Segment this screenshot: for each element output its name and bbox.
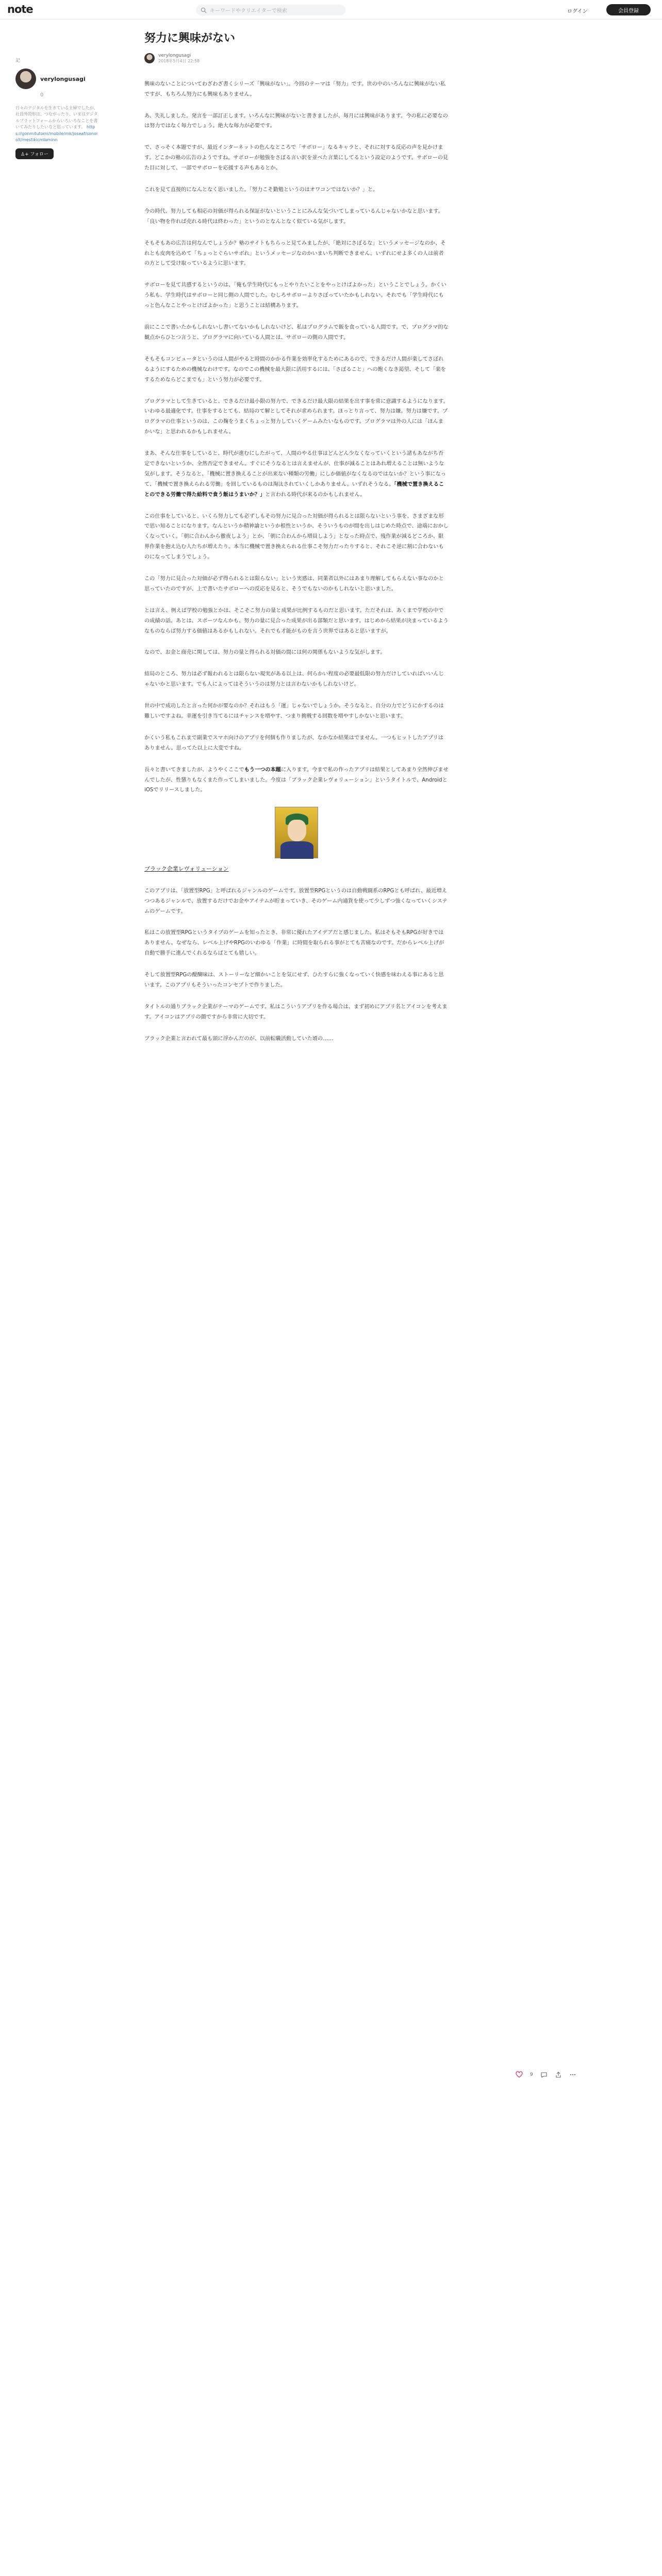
article-body [144,79,449,1044]
paragraph [144,449,449,500]
publish-date: 2018年5月4日 22:58 [158,58,200,63]
character-suit [280,841,313,859]
paragraph: サボローを見て共感するというのは、「俺も学生時代にもっとやりたいことをやっとけばよかった」ということでしょう。かくいう私も、学生時代はサボローと同じ側の人間でした。むしろサボローよりさぼっていたかもしれない。それでも「学生時代にもっと色んなことやっとけばよかった」と思うことは結構あります。 [144,282,446,309]
article-title: 努力に興味がない [144,32,236,45]
paragraph: そもそもあの広告は何なんでしょうか？塾のサイトもちらっと見てみましたが、「絶対にさぼるな」というメッセージなのか、それとも皮肉を込めて「ちょっとぐらいサボれ」というメッセージなのかいまいち判断できません。いずれにせよ多くの人は前者の方として受け取っているように思います。 [144,240,446,267]
follow-icon: ♙+ [21,152,30,158]
paragraph-text: 長々と書いてきましたが、ようやくここで [144,767,244,773]
paragraph-text: まあ、そんな仕事をしていると、時代が進むにしたがって、人間のやる仕事はどんどん少なくなっていくという諸もあながち否定できないというか、全然否定できません。すぐにそうなるとは言えませんが、仕事が減ることはあれ増えることは無いような気がします。そうなると、「機械に置き換えることが出来ない種類の労働」にしか価値がなくなるのではないか？という事になって、「機械で置き換えられる労働」を回しているものは淘汰されていくしかありません。いずれそうなる。 [144,451,446,487]
paragraph: そもそもコンピュータというのは人間がやると時間のかかる作業を効率化するためにあるので、できるだけ人間が楽してさぼれるようにするための機械なわけです。なのでこの機械を最大限に活用するには、「さぼること」への飽くなき渇望、そして「楽をするためならどこまでも」という努力が必要です。 [144,356,446,383]
author-sidebar [15,57,98,159]
signup-button[interactable]: 会員登録 [606,4,651,15]
app-icon-image [275,807,318,858]
search-placeholder: キーワードやクリエイターで検索 [210,8,287,14]
paragraph: 前にここで書いたかもしれないし書いてないかもしれないけど、私はプログラムで飯を食っている人間です。で、プログラマ的な観点からひとつ言うと、プログラマに向いている人間とは、サボローの側の人間です。 [144,325,449,341]
paragraph: この仕事をしていると、いくら努力しても必ずしもその努力に見合った対価が得られるとは限らないという事を、さまざまな形で思い知ることになります。なんというか精神論というか根性というか、そういうものが間を出しはじめた時点で、途端におかしくなっていく。「朝に合わんから徹夜しよう」とか、「朝に合わんから増員しよう」となった時点で、残作業が減るどころか、限界作業を抱え込む人たちが増えたり。本当に機械で置き換えられる仕事こそ努力だったりすると、それこそ逆に割に合わないものになってしまうでしょう。 [144,513,449,561]
paragraph-text: に入ります。今まで私の作ったアプリは結果としてあまり全然伸びませんでしたが、性懲りもなくまた作ってしまいました。今度は「ブラック企業レヴォリューション」というタイトルで、AndroidとiOSでリリースしました。 [144,767,449,793]
sidebar-user-name[interactable]: verylongusagi [40,75,86,82]
bio-link[interactable]: https://gonmitutomi/mobile/mk/joseaf/sonoiolt/mestikicmlaminn [15,125,98,142]
author-avatar[interactable] [144,53,155,63]
paragraph: プログラマとして生きていると、できるだけ最小限の努力で、できるだけ最大限の結果を出す事を常に意識するようになります。いわゆる最適化です。仕事をするとても、結局のて解としてそれが求められます。ほっとり言って、努力は嫌。努力は嫌です。プログラマの仕事というのは、この麹をうまくちょっと努力していくゲームみたいなものです。プログラマは外の人には「ほんまかいな」と思われるかもしれません。 [144,398,449,435]
follow-button[interactable] [15,148,54,159]
like-count: 9 [530,2072,533,2077]
paragraph: あ、失礼しました。発言を一部訂正します。いろんなに興味がないと書きましたが、毎月には興味があります。今の私に必要なのは努力ではなく毎力でしょう。絶大な毎力が必要です。 [144,113,448,129]
top-bar [0,0,662,20]
note-logo[interactable]: note [7,3,33,15]
paragraph: で、さっそく本題ですが、最近インターネットの色んなところで「サボロー」なるキャラと、それに対する反応の声を見かけます。どこかの塾の広告のようですね。サボローが勉強をさぼる言い訳を並べた言葉にしてるという設定のようです。サボローの見た目に対して、一部でサボローを応援する声もあるとか。 [144,145,449,172]
paragraph: 私はこの放置型RPGというタイプのゲームを知ったとき、非常に優れたアイデアだと感じました。私はそもそもRPGが好きではありません。なぜなら、レベル上げやRPGのいわゆる「作業」に時間を取られる事がとても苦痛なのです。だからレベル上げが自動で勝手に進んでくれるならばとても嬉しい。 [144,930,444,957]
article-actions [516,2071,576,2078]
paragraph: なので、お金と商売に関しては、努力の量と得られる対価の間には何の関係もないような気がします。 [144,650,386,656]
follow-button-label: フォロー [30,152,49,158]
search-input[interactable] [196,5,345,15]
author-name[interactable]: verylongusagi [158,53,191,58]
paragraph: このアプリは、「放置型RPG」と呼ばれるジャンルのゲームです。放置型RPGというのは自動戦闘系のRPGとも呼ばれ、最近増えつつあるジャンルで、放置するだけでお金やアイテムが貯まっていき、そのゲーム内通貨を使って少しずつ強くなっていくシステムのゲームです。 [144,888,448,914]
author-row [144,53,449,64]
follower-count: 0 [40,92,44,98]
paragraph: ブラック企業と言われて最も頭に浮かんだのが、以前転職活動していた頃の…… [144,1036,334,1042]
paragraph: とは言え、例えば学校の勉強とかは、そこそこ努力の量と成果が比例するものだと思います。ただそれは、あくまで学校の中での成績の話。あとは、スポーツなんかも、努力の量に見合った成果が出る部類だと思います。はじめから結果が決まっているようなものならば努力する価値はあるかもしれない。それでも才能がものを言う世界ではあると思いますが。 [144,607,449,634]
comment-icon[interactable] [540,2071,548,2078]
paragraph: この「努力に見合った対価が必ず得られるとは限らない」という実感は、同業者以外にはあまり理解してもらえない事なのかと思っていたのですが、上で書いたサボローへの反応を見ると、そうでもないのかもしれないと思いました。 [144,575,444,592]
avatar[interactable] [15,69,36,89]
paragraph: そして放置型RPGの醍醐味は、ストーリーなど細かいことを気にせず、ひたすらに強くなっていく快感を味わえる事にあると思います。このアプリもそういったコンセプトで作りました。 [144,972,444,988]
emphasis: もう一つの本題 [244,767,281,773]
paragraph: 興味のないことについてわざわざ書くシリーズ「興味がない」。今回のテーマは「努力」です。世の中のいろんなに興味がない私ですが、もちろん努力にも興味もありません。 [144,81,446,97]
sidebar-user[interactable] [15,69,98,89]
sidebar-bio [15,105,98,143]
app-link[interactable]: ブラック企業レヴォリューション [144,866,229,873]
paragraph: 結局のところ、努力は必ず報われるとは限らない現実がある以上は、何らかい程度の必要最低限の努力だけしていればいいんじゃないかと思います。でも人によってはそういうのは努力とは言わないかもしれないけど。 [144,671,444,688]
emphasis: 「機械で置き換えることのできる労働で得た給料で食う飯はうまいか？」 [144,481,444,498]
heart-icon[interactable] [516,2071,523,2078]
search-icon [201,7,207,13]
article [144,31,449,1056]
paragraph [144,765,449,796]
sidebar-label: 記 [15,58,21,63]
login-link[interactable]: ログイン [567,9,588,14]
paragraph: かくいう私もこれまで副業でスマホ向けのアプリを何個も作りましたが、なかなか結果はでません。一つもヒットしたアプリはありません。思ってた以上に大変ですね。 [144,735,443,751]
share-icon[interactable] [555,2071,562,2078]
paragraph: これを見て直接的になんとなく思いました。「努力こそ勤勉というのはオワコンではないか？」と。 [144,187,378,193]
paragraph: 今の時代、努力しても相応の対価が得られる保証がないということにみんな気づいてしまっているんじゃないかなと思います。「良い物を作れば売れる時代は終わった」というのとなんとなく似ている気がします。 [144,208,443,225]
more-icon[interactable] [569,2071,576,2078]
bio-text: 日々のデジタルを生きている主婦でしたが、社員外的形は、つながったり、いまはデジタルブラットフォームからいろいろなことを書いてみたりしたいなと思っています。 [15,106,98,130]
paragraph: 世の中で成功したと言った何かが要なのか？それはもう「運」じゃないでしょうか。そうなると、自分の力でどうにかするのは難しいですよね。幸運を引き当てるにはチャンスを増やす、つまり挑戦する回数を増やすしかないと思います。 [144,703,444,719]
character-face [288,820,306,841]
paragraph: タイトルの通りブラック企業がテーマのゲームです。私はこういうアプリを作る場合は、まず初めにアプリ名とアイコンを考えます。アイコンはアプリの顔ですから非常に大切です。 [144,1004,448,1020]
paragraph-text: と言われる時代が来るのかもしれません。 [265,492,366,498]
